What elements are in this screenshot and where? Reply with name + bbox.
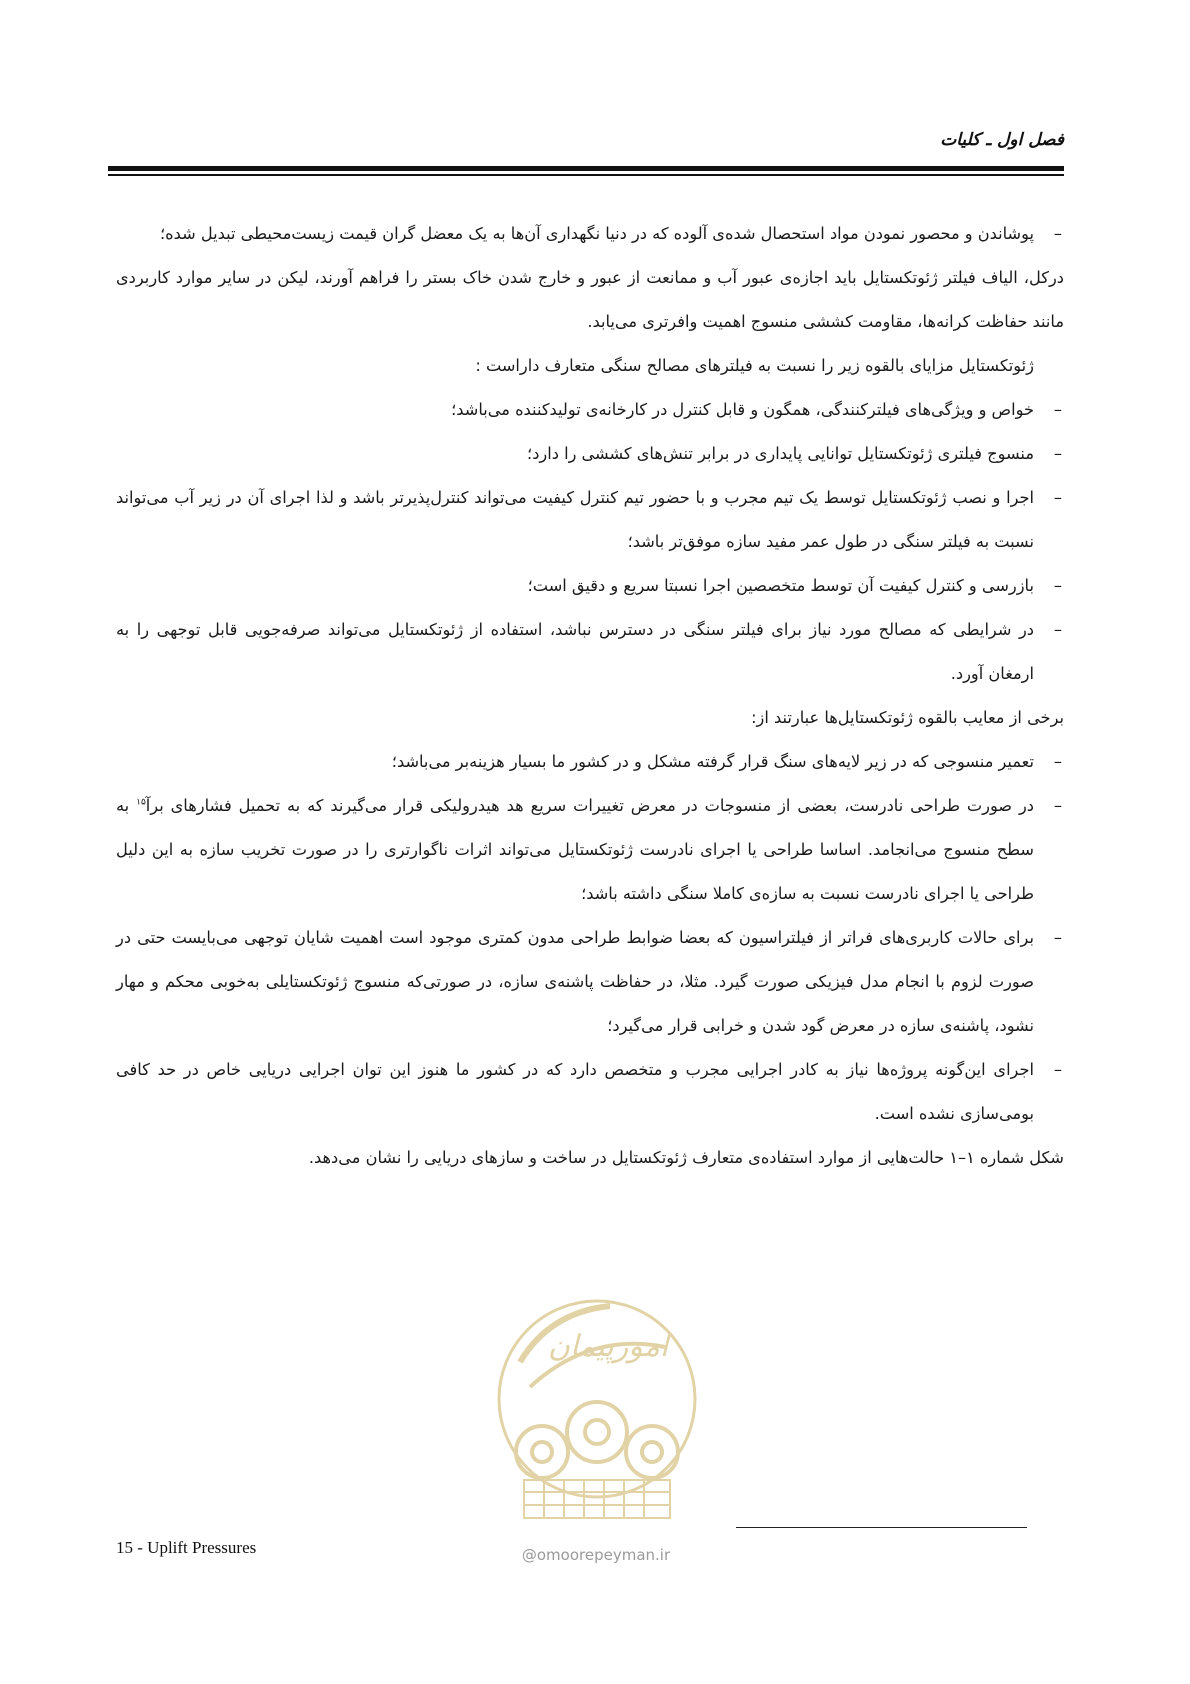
list-item: [116, 388, 1064, 432]
bullet-dash: –: [1053, 928, 1062, 947]
list-item-text: در شرایطی که مصالح مورد نیاز برای فیلتر سنگی در دسترس نباشد، استفاده از ژئوتکستایل می‌تواند صرفه‌جویی قابل توجهی را به ارمغان آورد.: [116, 620, 1034, 683]
list-item: [116, 608, 1064, 696]
bullet-dash: –: [1053, 400, 1062, 419]
list-item-text-after: به سطح منسوج می‌انجامد. اساسا طراحی یا اجرای نادرست ژئوتکستایل می‌تواند اثرات ناگوارتری را در صورت تخریب سازه به این دلیل طراحی یا اجرای نادرست نسبت به سازه‌ی کاملا سنگی داشته باشد؛: [116, 796, 1034, 903]
list-item: [116, 212, 1064, 256]
list-item-text: منسوج فیلتری ژئوتکستایل توانایی پایداری در برابر تنش‌های کششی را دارد؛: [527, 444, 1034, 463]
list-item-text: بازرسی و کنترل کیفیت آن توسط متخصصین اجرا نسبتا سریع و دقیق است؛: [527, 576, 1034, 595]
list-item-text: اجرای این‌گونه پروژه‌ها نیاز به کادر اجرایی مجرب و متخصص دارد که در کشور ما هنوز این توان اجرایی دریایی خاص در حد کافی بومی‌سازی نشده است.: [116, 1060, 1034, 1123]
watermark-url: @omoorepeyman.ir: [521, 1546, 671, 1564]
list-item: [116, 564, 1064, 608]
paragraph: درکل، الیاف فیلتر ژئوتکستایل باید اجازه‌ی عبور آب و ممانعت از عبور و خارج شدن خاک بستر را فراهم آورند، لیکن در سایر موارد کاربردی مانند حفاظت کرانه‌ها، مقاومت کششی منسوج اهمیت وافرتری می‌یابد.: [116, 268, 1064, 331]
bullet-dash: –: [1053, 576, 1062, 595]
bullet-dash: –: [1053, 488, 1062, 507]
watermark-logo-text: امورپیمان: [547, 1329, 669, 1364]
figure-reference-paragraph: شکل شماره ۱–۱ حالت‌هایی از موارد استفاده‌ی متعارف ژئوتکستایل در ساخت و سازهای دریایی را نشان می‌دهد.: [308, 1148, 1064, 1167]
bullet-dash: –: [1053, 620, 1062, 639]
list-item: [116, 784, 1064, 916]
header-rule-thin: [108, 174, 1064, 176]
watermark-logo: [490, 1292, 704, 1556]
list-item-text: اجرا و نصب ژئوتکستایل توسط یک تیم مجرب و با حضور تیم کنترل کیفیت می‌تواند کنترل‌پذیرتر باشد و لذا اجرای آن در زیر آب می‌تواند نسبت به فیلتر سنگی در طول عمر مفید سازه موفق‌تر باشد؛: [116, 488, 1034, 551]
bullet-dash: –: [1053, 444, 1062, 463]
list-item: [116, 476, 1064, 564]
list-item: [116, 740, 1064, 784]
list-item-text: خواص و ویژگی‌های فیلترکنندگی، همگون و قابل کنترل در کارخانه‌ی تولیدکننده می‌باشد؛: [451, 400, 1034, 419]
footnote-separator: [736, 1527, 1027, 1528]
header-rule-thick: [108, 166, 1064, 171]
paragraph: ژئوتکستایل مزایای بالقوه زیر را نسبت به فیلترهای مصالح سنگی متعارف داراست :: [475, 356, 1034, 375]
bullet-dash: –: [1053, 1060, 1062, 1079]
list-item: [116, 432, 1064, 476]
list-item-text-before: در صورت طراحی نادرست، بعضی از منسوجات در معرض تغییرات سریع هد هیدرولیکی قرار می‌گیرند که به تحمیل فشارهای برآ: [145, 796, 1034, 815]
list-item-text: برای حالات کاربری‌های فراتر از فیلتراسیون که بعضا ضوابط طراحی مدون کمتری موجود است اهمیت شایان توجهی می‌بایست حتی در صورت لزوم با انجام مدل فیزیکی صورت گیرد. مثلا، در حفاظت پاشنه‌ی سازه، در صورتی‌که منسوج ژئوتکستایلی به‌خوبی محکم و مهار نشود، پاشنه‌ی سازه در معرض گود شدن و خرابی قرار می‌گیرد؛: [116, 928, 1034, 1035]
bullet-dash: –: [1053, 796, 1062, 815]
list-item-text: تعمیر منسوجی که در زیر لایه‌های سنگ قرار گرفته مشکل و در کشور ما بسیار هزینه‌بر می‌باشد؛: [391, 752, 1034, 771]
list-item: [116, 916, 1064, 1048]
paragraph: برخی از معایب بالقوه ژئوتکستایل‌ها عبارتند از:: [751, 708, 1064, 727]
bullet-dash: –: [1053, 752, 1062, 771]
bullet-dash: –: [1053, 224, 1062, 243]
footnote-text: 15 - Uplift Pressures: [116, 1538, 257, 1557]
list-item-text: پوشاندن و محصور نمودن مواد استحصال شده‌ی آلوده که در دنیا نگهداری آن‌ها به یک معضل گران قیمت زیست‌محیطی تبدیل شده؛: [159, 224, 1034, 243]
body-text: [116, 212, 1064, 1180]
footnote-marker[interactable]: ۱۵: [136, 797, 146, 808]
list-item: [116, 1048, 1064, 1136]
chapter-header: فصل اول ـ کلیات: [940, 130, 1064, 150]
